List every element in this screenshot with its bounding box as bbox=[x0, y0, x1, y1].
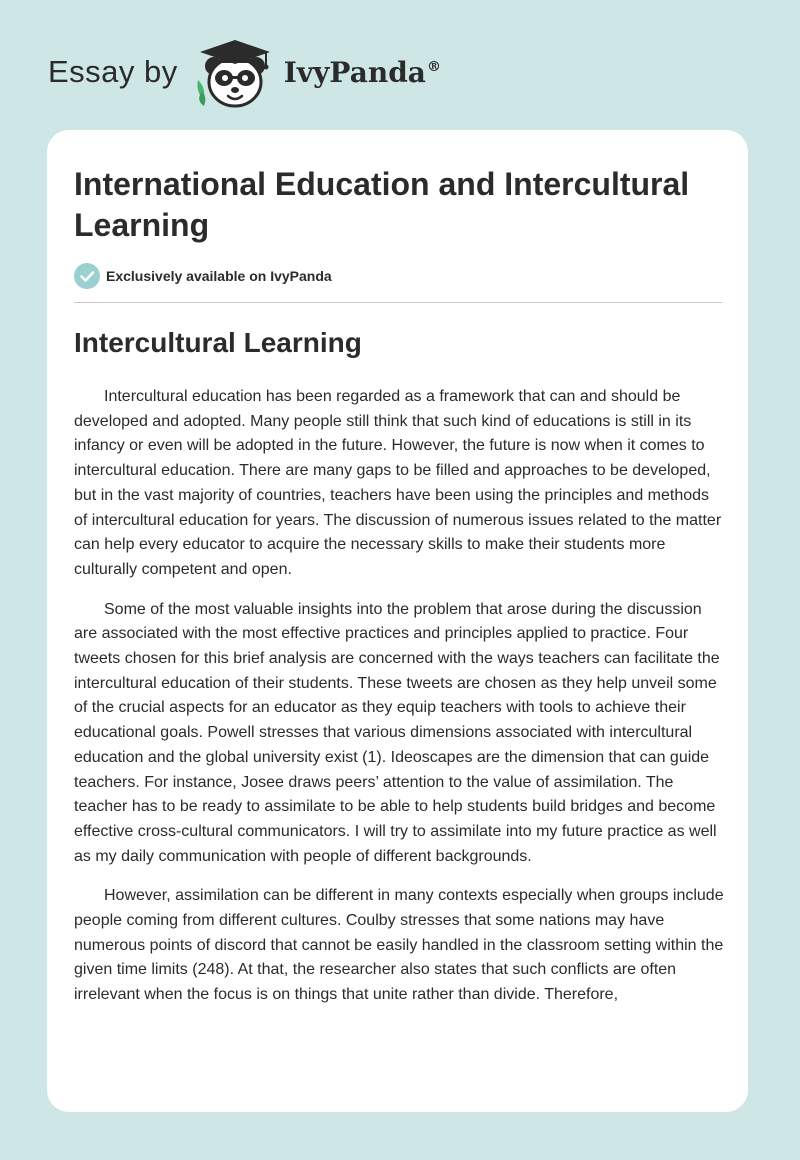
brand-prefix: Essay by bbox=[48, 54, 178, 89]
essay-title: International Education and Intercultural Learning bbox=[74, 166, 690, 243]
paragraph: Intercultural education has been regarded as a framework that can and should be developed and adopted. Many people still think that such kind of educations is still in its infancy or even will be adopted in the future. However, the future is now when it comes to intercultural education. There are many gaps to be filled and approaches to be developed, but in the vast majority of countries, teachers have been using the principles and methods of intercultural education for years. The discussion of numerous issues related to the matter can help every educator to acquire the necessary skills to make their students more culturally competent and open. bbox=[74, 388, 722, 578]
section-heading: Intercultural Learning bbox=[74, 327, 362, 358]
registered-mark: ® bbox=[426, 59, 441, 76]
exclusive-label: Exclusively available on IvyPanda bbox=[106, 268, 332, 284]
panda-graduate-icon bbox=[192, 34, 280, 110]
check-circle-icon bbox=[74, 263, 100, 289]
paragraph: Some of the most valuable insights into the problem that arose during the discussion are associated with the most effective practices and principles applied to practice. Four tweets chosen for this brief analysis are concerned with the ways teachers can facilitate the intercultural education of their students. These tweets are chosen as they help unveil some of the crucial aspects for an educator as they equip teachers with tools to achieve their educational goals. Powell stresses that various dimensions associated with intercultural education and the global university exist (1). Ideoscapes are the dimension that can guide teachers. For instance, Josee draws peers’ attention to the value of assimilation. The teacher has to be ready to assimilate to be able to help students build bridges and become effective cross-cultural communicators. I will try to assimilate into my future practice as well as my daily communication with people of different backgrounds. bbox=[74, 600, 720, 865]
essay-card bbox=[47, 130, 748, 1112]
brand-logo[interactable] bbox=[48, 34, 441, 110]
essay-body bbox=[74, 385, 724, 1023]
exclusive-badge bbox=[74, 263, 332, 289]
paragraph: However, assimilation can be different in many contexts especially when groups include people coming from different cultures. Coulby stresses that some nations may have numerous points of discord that cannot be easily handled in the classroom setting within the given time limits (248). At that, the researcher also states that such conflicts are often irrelevant when the focus is on things that unite rather than divide. Therefore, bbox=[74, 887, 724, 1004]
brand-name: IvyPanda® bbox=[283, 55, 441, 89]
divider bbox=[74, 302, 722, 303]
